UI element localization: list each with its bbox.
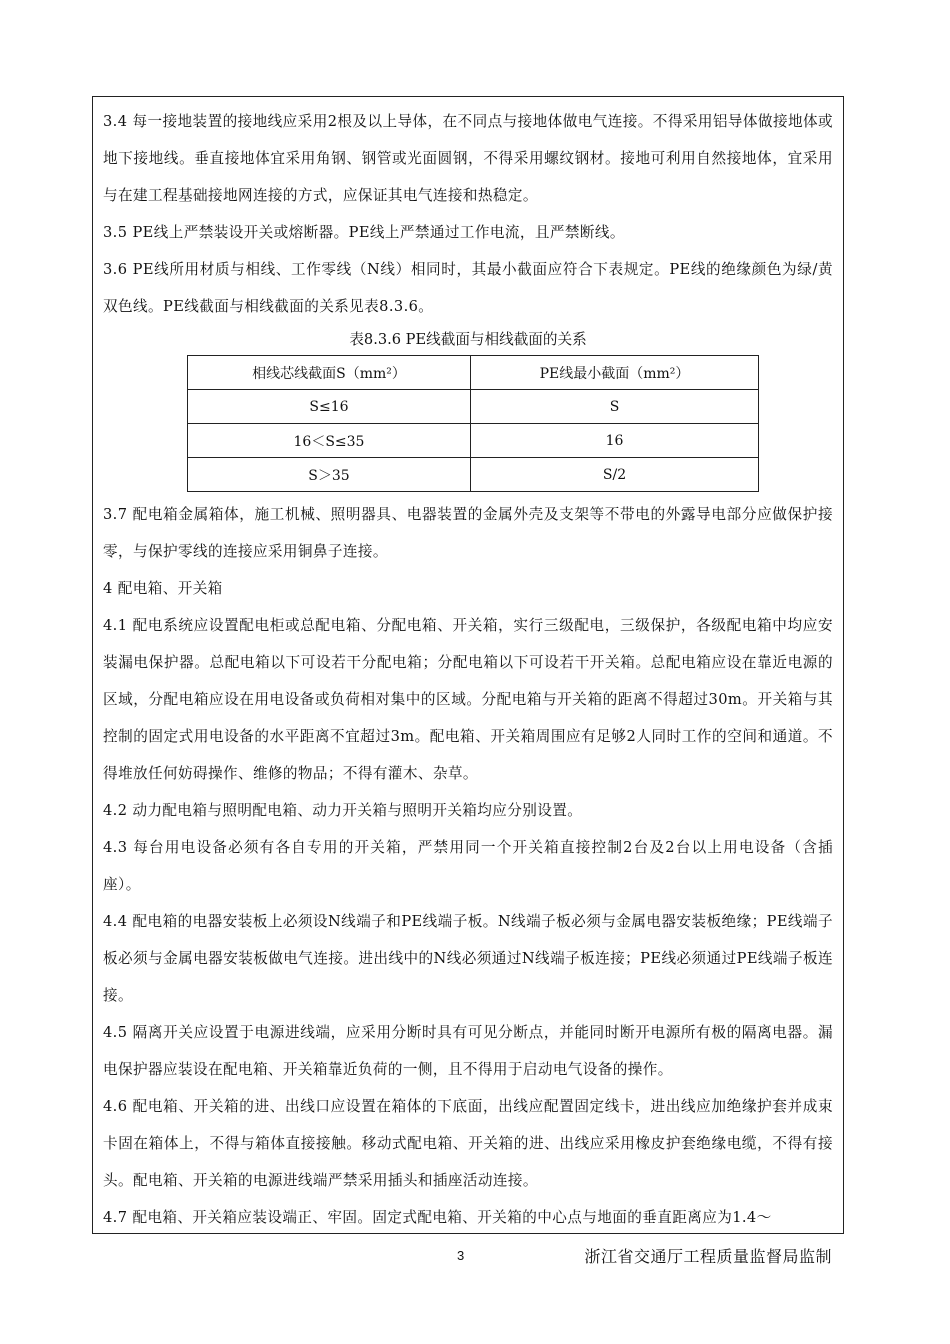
paragraph-4-1: 4.1 配电系统应设置配电柜或总配电箱、分配电箱、开关箱，实行三级配电，三级保护，各级配电箱中均应安装漏电保护器。总配电箱以下可设若干分配电箱；分配电箱以下可设若干开关箱。总配电箱应设在靠近电源的区域，分配电箱应设在用电设备或负荷相对集中的区域。分配电箱与开关箱的距离不得超过30m。开关箱与其控制的固定式用电设备的水平距离不宜超过3m。配电箱、开关箱周围应有足够2人同时工作的空间和通道。不得堆放任何妨碍操作、维修的物品；不得有灌木、杂草。 <box>103 617 833 782</box>
table-caption: 表8.3.6 PE线截面与相线截面的关系 <box>349 331 587 348</box>
paragraph-4-4: 4.4 配电箱的电器安装板上必须设N线端子和PE线端子板。N线端子板必须与金属电器安装板绝缘；PE线端子板必须与金属电器安装板做电气连接。进出线中的N线必须通过N线端子板连接；PE线必须通过PE线端子板连接。 <box>103 913 833 1004</box>
paragraph-3-7: 3.7 配电箱金属箱体，施工机械、照明器具、电器装置的金属外壳及支架等不带电的外露导电部分应做保护接零，与保护零线的连接应采用铜鼻子连接。 <box>103 506 833 560</box>
table-cell: S/2 <box>471 458 759 492</box>
paragraph-3-5: 3.5 PE线上严禁装设开关或熔断器。PE线上严禁通过工作电流，且严禁断线。 <box>103 224 625 241</box>
table-header-phase: 相线芯线截面S（mm²） <box>188 356 471 390</box>
table-row <box>188 458 759 492</box>
paragraph-3-6: 3.6 PE线所用材质与相线、工作零线（N线）相同时，其最小截面应符合下表规定。PE线的绝缘颜色为绿/黄双色线。PE线截面与相线截面的关系见表8.3.6。 <box>103 261 833 315</box>
page-frame <box>92 96 844 1234</box>
paragraph-3-4: 3.4 每一接地装置的接地线应采用2根及以上导体，在不同点与接地体做电气连接。不得采用铝导体做接地体或地下接地线。垂直接地体宜采用角钢、钢管或光面圆钢，不得采用螺纹钢材。接地可利用自然接地体，宜采用与在建工程基础接地网连接的方式，应保证其电气连接和热稳定。 <box>103 113 833 204</box>
table-cell: S＞35 <box>188 458 471 492</box>
table-row <box>188 424 759 458</box>
footer-organization: 浙江省交通厅工程质量监督局监制 <box>584 1247 832 1266</box>
paragraph-4-6: 4.6 配电箱、开关箱的进、出线口应设置在箱体的下底面，出线应配置固定线卡，进出线应加绝缘护套并成束卡固在箱体上，不得与箱体直接接触。移动式配电箱、开关箱的进、出线应采用橡皮护套绝缘电缆，不得有接头。配电箱、开关箱的电源进线端严禁采用插头和插座活动连接。 <box>103 1098 833 1189</box>
table-row <box>188 390 759 424</box>
table-cell: S <box>471 390 759 424</box>
section-heading-4: 4 配电箱、开关箱 <box>103 580 223 597</box>
paragraph-4-7: 4.7 配电箱、开关箱应装设端正、牢固。固定式配电箱、开关箱的中心点与地面的垂直距离应为1.4～ <box>103 1209 772 1226</box>
table-cell: 16＜S≤35 <box>188 424 471 458</box>
table-cell: S≤16 <box>188 390 471 424</box>
table-header-row <box>188 356 759 390</box>
pe-section-table <box>187 355 759 492</box>
paragraph-4-5: 4.5 隔离开关应设置于电源进线端，应采用分断时具有可见分断点，并能同时断开电源所有极的隔离电器。漏电保护器应装设在配电箱、开关箱靠近负荷的一侧，且不得用于启动电气设备的操作。 <box>103 1024 833 1078</box>
paragraph-4-2: 4.2 动力配电箱与照明配电箱、动力开关箱与照明开关箱均应分别设置。 <box>103 802 583 819</box>
page-number: 3 <box>457 1248 465 1263</box>
document-body <box>103 103 833 1236</box>
table-cell: 16 <box>471 424 759 458</box>
table-header-pe: PE线最小截面（mm²） <box>471 356 759 390</box>
paragraph-4-3: 4.3 每台用电设备必须有各自专用的开关箱，严禁用同一个开关箱直接控制2台及2台以上用电设备（含插座）。 <box>103 839 833 893</box>
